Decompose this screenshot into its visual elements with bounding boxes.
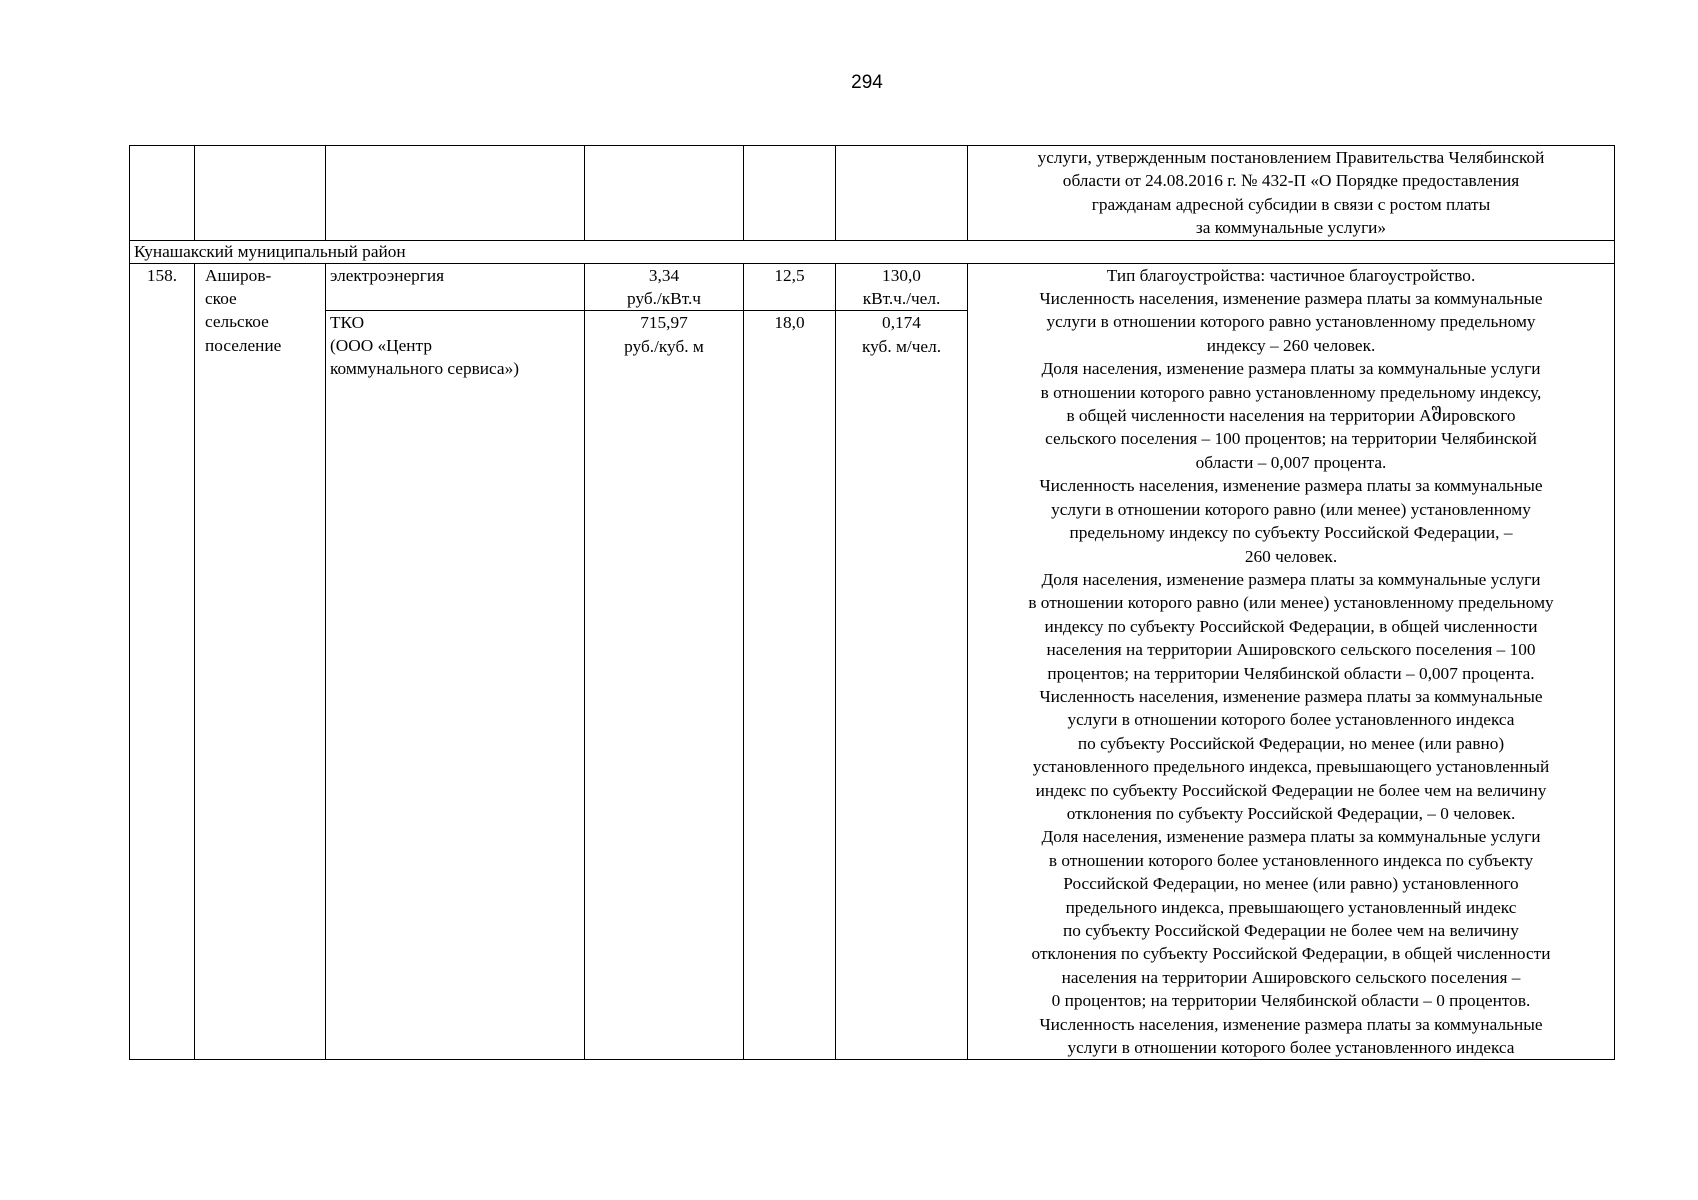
empty-cell (585, 146, 744, 241)
description-cell (968, 263, 1615, 1060)
description-paragraph: Численность населения, изменение размера платы за коммунальные услуги в отношении которого равно установленному предельному индексу – 260 человек. (1039, 289, 1543, 355)
tariff-table (129, 145, 1615, 1060)
volume-cell (836, 263, 968, 1060)
tariff-value: 3,34 руб./кВт.ч (585, 264, 743, 312)
description-paragraph: Тип благоустройства: частичное благоустройство. (1106, 265, 1476, 285)
service-name: ТКО (ООО «Центр коммунального сервиса») (330, 312, 519, 379)
empty-cell (130, 146, 195, 241)
description-paragraph: Численность населения, изменение размера платы за коммунальные услуги в отношении которого более установленного индекса (1039, 1014, 1543, 1058)
district-row (130, 240, 1615, 263)
description-paragraph: Численность населения, изменение размера платы за коммунальные услуги в отношении которого равно (или менее) установленному предельному индексу по субъекту Российской Федерации, – 260 человек. (1039, 476, 1543, 566)
empty-cell (836, 146, 968, 241)
continuation-text (968, 146, 1615, 241)
volume-value: 0,174 куб. м/чел. (861, 313, 942, 356)
settlement-name: Аширов- ское сельское поселение (195, 263, 326, 1060)
increase-cell (744, 263, 836, 1060)
empty-cell (744, 146, 836, 241)
tariff-cell (585, 263, 744, 1060)
description-paragraph: Численность населения, изменение размера платы за коммунальные услуги в отношении которого более установленного индекса по субъекту Российской Федерации, но менее (или равно) установленного предельного индекса, превышающего установленный индекс по субъекту Российской Федерации не более чем на величину отклонения по субъекту Российской Федерации, – 0 человек. (1032, 686, 1550, 823)
increase-value: 12,5 (744, 264, 835, 311)
continuation-row (130, 146, 1615, 241)
tariff-value: 715,97 руб./куб. м (624, 313, 704, 356)
description-paragraph: Доля населения, изменение размера платы за коммунальные услуги в отношении которого более установленного индекса по субъекту Российской Федерации, но менее (или равно) установленного предельного индекса, превышающего установленный индекс по субъекту Российской Федерации не более чем на величину отклонения по субъекту Российской Федерации, в общей численности населения на территории Ашировского сельского поселения – 0 процентов; на территории Челябинской области – 0 процентов. (1031, 827, 1551, 1011)
volume-value: 130,0 кВт.ч./чел. (836, 264, 967, 312)
service-names-cell (326, 263, 585, 1060)
description-paragraph: Доля населения, изменение размера платы за коммунальные услуги в отношении которого равно (или менее) установленному предельному индексу по субъекту Российской Федерации, в общей численности населения на территории Ашировского сельского поселения – 100 процентов; на территории Челябинской области – 0,007 процента. (1028, 569, 1554, 683)
description-paragraph: Доля населения, изменение размера платы за коммунальные услуги в отношении которого равно установленному предельному индексу, в общей численности населения на территории Аშировского сельского поселения – 100 процентов; на территории Челябинской области – 0,007 процента. (1040, 359, 1542, 472)
district-name: Кунашакский муниципальный район (130, 240, 1615, 263)
page-number: 294 (851, 72, 883, 93)
empty-cell (326, 146, 585, 241)
increase-value: 18,0 (774, 312, 805, 332)
empty-cell (195, 146, 326, 241)
table-row (130, 263, 1615, 1060)
continuation-paragraph: услуги, утвержденным постановлением Правительства Челябинской области от 24.08.2016 г. № 432-П «О Порядке предоставления гражданам адресной субсидии в связи с ростом платы за коммунальные услуги» (1037, 148, 1545, 238)
row-number: 158. (130, 263, 195, 1060)
service-name: электроэнергия (326, 264, 584, 311)
